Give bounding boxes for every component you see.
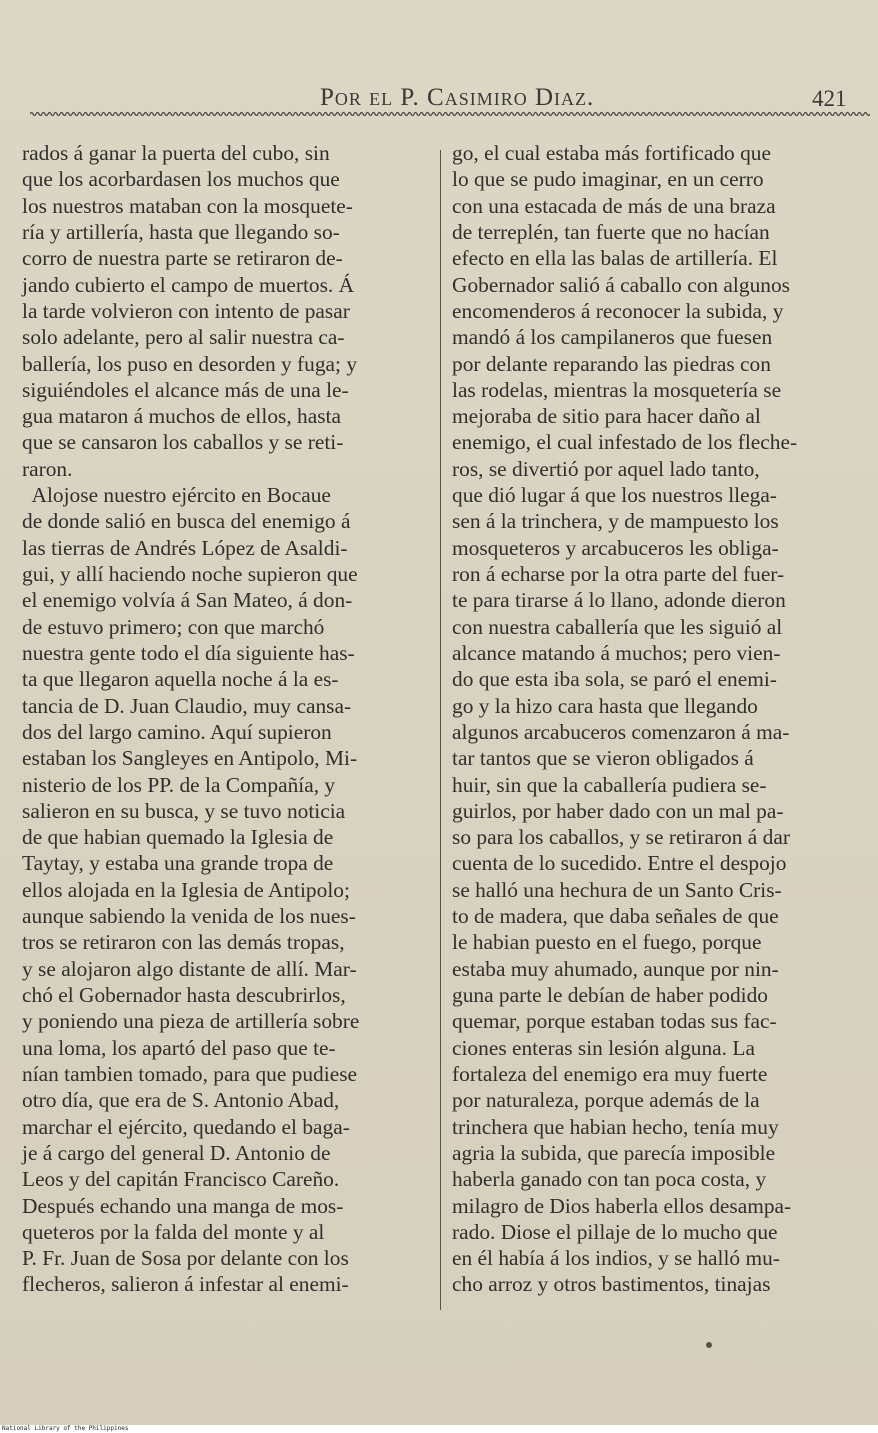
text-line: por naturaleza, porque además de la xyxy=(452,1088,760,1113)
text-line: mandó á los campilaneros que fuesen xyxy=(452,325,773,350)
text-line: una loma, los apartó del paso que te- xyxy=(22,1035,336,1060)
text-line: las rodelas, mientras la mosquetería se xyxy=(452,377,782,402)
text-line: mosqueteros y arcabuceros les obliga- xyxy=(452,535,779,560)
text-line: so para los caballos, y se retiraron á dar xyxy=(452,825,790,850)
text-line: corro de nuestra parte se retiraron de- xyxy=(22,246,343,271)
text-line: y poniendo una pieza de artillería sobre xyxy=(22,1009,360,1034)
text-line: gua mataron á muchos de ellos, hasta xyxy=(22,404,341,429)
text-line: ta que llegaron aquella noche á la es- xyxy=(22,667,339,692)
text-line: je á cargo del general D. Antonio de xyxy=(22,1140,331,1165)
text-line: de donde salió en busca del enemigo á xyxy=(22,509,351,534)
text-line: las tierras de Andrés López de Asaldi- xyxy=(22,535,348,560)
text-line: que los acorbardasen los muchos que xyxy=(22,167,340,192)
text-line: ros, se divertió por aquel lado tanto, xyxy=(452,456,760,481)
text-line: P. Fr. Juan de Sosa por delante con los xyxy=(22,1246,349,1271)
footer-credit: National Library of the Philippines xyxy=(2,1425,129,1432)
text-line: Gobernador salió á caballo con algunos xyxy=(452,272,790,297)
text-line: rado. Diose el pillaje de lo mucho que xyxy=(452,1219,778,1244)
page-number: 421 xyxy=(812,86,847,111)
text-line: dos del largo camino. Aquí supieron xyxy=(22,719,332,744)
text-line: por delante reparando las piedras con xyxy=(452,351,771,376)
text-line: guna parte le debían de haber podido xyxy=(452,983,768,1007)
text-line: marchar el ejército, quedando el baga- xyxy=(22,1114,350,1139)
text-line: lo que se pudo imaginar, en un cerro xyxy=(452,167,764,192)
text-line: encomenderos á reconocer la subida, y xyxy=(452,298,784,323)
text-line: chó el Gobernador hasta descubrirlos, xyxy=(22,983,346,1007)
text-line: queteros por la falda del monte y al xyxy=(22,1219,325,1244)
text-line: alcance matando á muchos; pero vien- xyxy=(452,640,781,665)
text-line: cho arroz y otros bastimentos, tinajas xyxy=(452,1272,771,1297)
text-line: de estuvo primero; con que marchó xyxy=(22,614,325,639)
text-line: estaban los Sangleyes en Antipolo, Mi- xyxy=(22,746,358,771)
text-line: que dió lugar á que los nuestros llega- xyxy=(452,483,777,508)
text-line: te para tirarse á lo llano, adonde dieron xyxy=(452,588,786,613)
text-line: estaba muy ahumado, aunque por nin- xyxy=(452,956,779,981)
text-line: ría y artillería, hasta que llegando so- xyxy=(22,219,340,244)
text-line: solo adelante, pero al salir nuestra ca- xyxy=(22,325,345,350)
text-line: ballería, los puso en desorden y fuga; y xyxy=(22,351,358,376)
header-rule xyxy=(30,110,870,118)
text-line: flecheros, salieron á infestar al enemi- xyxy=(22,1272,349,1297)
footer-bar xyxy=(0,1425,878,1433)
right-column xyxy=(452,140,872,1298)
text-line: se halló una hechura de un Santo Cris- xyxy=(452,877,782,902)
ink-speck xyxy=(706,1342,712,1348)
text-line: cuenta de lo sucedido. Entre el despojo xyxy=(452,851,787,876)
text-line: gui, y allí haciendo noche supieron que xyxy=(22,562,358,586)
text-line: con nuestra caballería que les siguió al xyxy=(452,614,783,639)
text-line: rados á ganar la puerta del cubo, sin xyxy=(22,141,330,165)
text-line: le habian puesto en el fuego, porque xyxy=(452,930,762,955)
text-line: Taytay, y estaba una grande tropa de xyxy=(22,851,334,876)
text-line: nían tambien tomado, para que pudiese xyxy=(22,1061,358,1086)
text-line: salieron en su busca, y se tuvo noticia xyxy=(22,798,346,823)
text-line: Después echando una manga de mos- xyxy=(22,1193,344,1218)
text-line: nuestra gente todo el día siguiente has- xyxy=(22,640,355,665)
text-line: que se cansaron los caballos y se reti- xyxy=(22,430,344,455)
text-line: la tarde volvieron con intento de pasar xyxy=(22,298,350,323)
text-line: do que esta iba sola, se paró el enemi- xyxy=(452,667,777,692)
text-line: to de madera, que daba señales de que xyxy=(452,904,779,929)
text-line: y se alojaron algo distante de allí. Mar- xyxy=(22,956,357,981)
text-line: los nuestros mataban con la mosquete- xyxy=(22,193,353,218)
text-line: efecto en ella las balas de artillería. El xyxy=(452,246,778,271)
text-line: milagro de Dios haberla ellos desampa- xyxy=(452,1193,792,1218)
text-line: mejoraba de sitio para hacer daño al xyxy=(452,404,761,429)
text-line: guirlos, por haber dado con un mal pa- xyxy=(452,798,784,823)
text-line: tar tantos que se vieron obligados á xyxy=(452,746,754,771)
text-line: raron. xyxy=(22,456,73,481)
text-line: aunque sabiendo la venida de los nues- xyxy=(22,904,356,929)
left-column xyxy=(22,140,442,1298)
text-line: ellos alojada en la Iglesia de Antipolo; xyxy=(22,877,350,902)
text-line: algunos arcabuceros comenzaron á ma- xyxy=(452,719,790,744)
text-line: trinchera que habian hecho, tenía muy xyxy=(452,1114,779,1139)
text-line: tros se retiraron con las demás tropas, xyxy=(22,930,345,955)
text-line: nisterio de los PP. de la Compañía, y xyxy=(22,772,336,797)
column-divider xyxy=(440,150,441,1310)
text-line: el enemigo volvía á San Mateo, á don- xyxy=(22,588,353,613)
text-line: con una estacada de más de una braza xyxy=(452,193,776,218)
text-line: quemar, porque estaban todas sus fac- xyxy=(452,1009,777,1034)
text-line: tancia de D. Juan Claudio, muy cansa- xyxy=(22,693,352,718)
text-line: sen á la trinchera, y de mampuesto los xyxy=(452,509,779,534)
text-line: en él había á los indios, y se halló mu- xyxy=(452,1246,780,1271)
text-line: ron á echarse por la otra parte del fuer- xyxy=(452,562,785,586)
text-line: jando cubierto el campo de muertos. Á xyxy=(22,272,355,297)
text-line: haberla ganado con tan poca costa, y xyxy=(452,1167,767,1192)
running-title: Por el P. Casimiro Diaz. xyxy=(320,84,595,111)
text-line: huir, sin que la caballería pudiera se- xyxy=(452,772,767,797)
text-line: go y la hizo cara hasta que llegando xyxy=(452,693,758,718)
text-line: Leos y del capitán Francisco Careño. xyxy=(22,1167,340,1192)
text-line: otro día, que era de S. Antonio Abad, xyxy=(22,1088,340,1113)
text-line: go, el cual estaba más fortificado que xyxy=(452,141,771,165)
text-line: de terreplén, tan fuerte que no hacían xyxy=(452,219,770,244)
text-line: de que habian quemado la Iglesia de xyxy=(22,825,334,850)
page-header xyxy=(0,80,878,120)
text-line: Alojose nuestro ejército en Bocaue xyxy=(22,483,331,508)
text-line: siguiéndoles el alcance más de una le- xyxy=(22,377,349,402)
text-line: agria la subida, que parecía imposible xyxy=(452,1140,776,1165)
text-line: ciones enteras sin lesión alguna. La xyxy=(452,1035,755,1060)
text-line: enemigo, el cual infestado de los fleche- xyxy=(452,430,798,455)
text-line: fortaleza del enemigo era muy fuerte xyxy=(452,1061,768,1086)
